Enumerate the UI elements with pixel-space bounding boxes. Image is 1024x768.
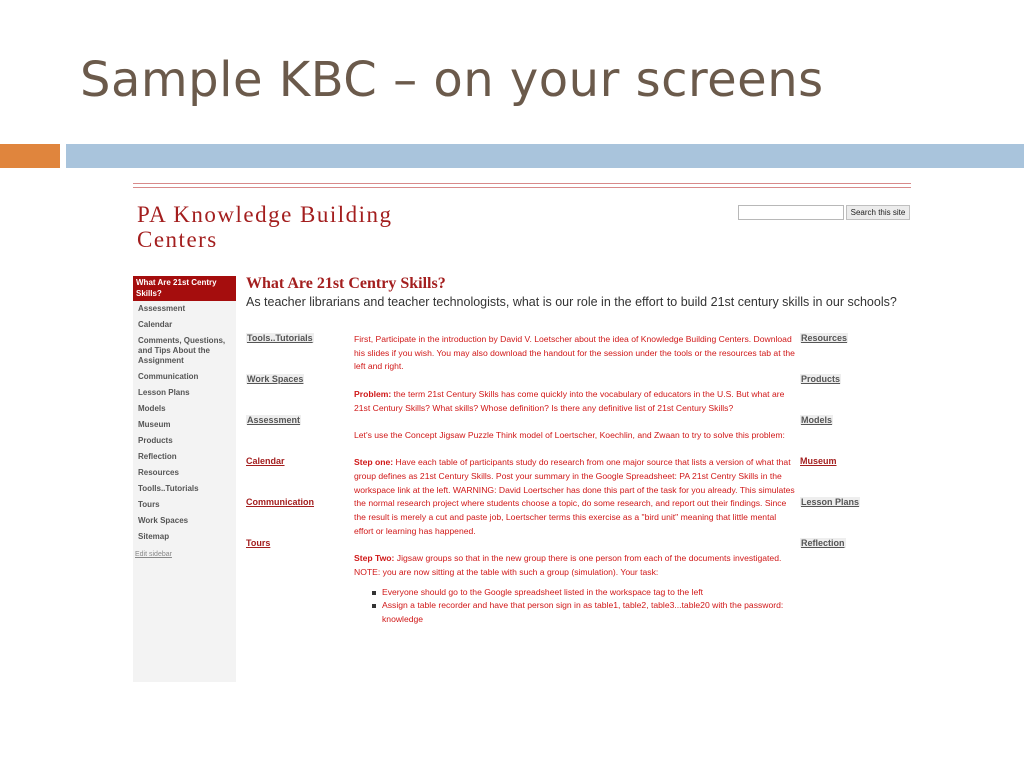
list-item-text: Assign a table recorder and have that person sign in as table1, table2, table3...table20 with the password: knowledge (382, 600, 784, 624)
sidebar-item-assessment[interactable]: Assessment (138, 304, 186, 313)
bullet-icon (372, 604, 376, 608)
step-two-label: Step Two: (354, 553, 395, 564)
link-reflection[interactable]: Reflection (801, 538, 845, 548)
sidebar-item-communication[interactable]: Communication (138, 372, 199, 381)
edit-sidebar-link[interactable]: Edit sidebar (135, 551, 172, 558)
problem-paragraph (354, 388, 796, 415)
step-one-paragraph (354, 456, 796, 538)
sidebar-item-models[interactable]: Models (138, 404, 166, 413)
problem-text: the term 21st Century Skills has come quickly into the vocabulary of educators in the U.S. But what are 21st Century Skills? What skills? Whose definition? Is there any definitive list of 21st Century Skills? (354, 388, 785, 413)
link-calendar[interactable]: Calendar (246, 456, 285, 466)
instructions-text (354, 333, 796, 627)
main-content (246, 274, 911, 309)
link-museum[interactable]: Museum (800, 456, 837, 466)
sidebar-item-products[interactable]: Products (138, 436, 173, 445)
sidebar-item-sitemap[interactable]: Sitemap (138, 532, 170, 541)
header-rule (133, 183, 911, 184)
blue-accent-bar (66, 144, 1024, 168)
link-tools-tutorials[interactable]: Tools..Tutorials (247, 333, 313, 343)
task-list (354, 586, 796, 627)
search-button[interactable]: Search this site (846, 205, 910, 220)
list-item (372, 599, 796, 626)
sidebar-item-active[interactable]: What Are 21st Centry Skills? (133, 276, 236, 301)
orange-accent-bar (0, 144, 60, 168)
link-communication[interactable]: Communication (246, 497, 315, 507)
sidebar-item-comments[interactable]: Comments, Questions, and Tips About the Assignment (138, 336, 226, 365)
search-input[interactable] (738, 205, 844, 220)
website-screenshot (133, 183, 911, 693)
link-tours[interactable]: Tours (246, 538, 271, 548)
bullet-icon (372, 591, 376, 595)
link-products[interactable]: Products (801, 374, 841, 384)
sidebar (133, 276, 236, 682)
link-models[interactable]: Models (801, 415, 833, 425)
sidebar-item-tutorials[interactable]: Toolls..Tutorials (138, 484, 199, 493)
sidebar-item-museum[interactable]: Museum (138, 420, 171, 429)
link-lesson-plans[interactable]: Lesson Plans (801, 497, 860, 507)
link-work-spaces[interactable]: Work Spaces (247, 374, 304, 384)
slide-title: Sample KBC – on your screens (80, 52, 824, 108)
list-item (372, 586, 796, 600)
step-one-label: Step one: (354, 457, 394, 468)
page-subtitle: As teacher librarians and teacher technologists, what is our role in the effort to build 21st century skills in our schools? (246, 295, 897, 309)
list-item-text: Everyone should go to the Google spreadsheet listed in the workspace tag to the left (382, 586, 704, 597)
sidebar-item-reflection[interactable]: Reflection (138, 452, 177, 461)
sidebar-item-tours[interactable]: Tours (138, 500, 160, 509)
sidebar-item-resources[interactable]: Resources (138, 468, 179, 477)
step-two-paragraph (354, 552, 796, 579)
model-paragraph: Let's use the Concept Jigsaw Puzzle Think model of Loertscher, Koechlin, and Zwaan to try to solve this problem: (354, 429, 785, 440)
header-rule (133, 187, 911, 188)
step-two-text: Jigsaw groups so that in the new group there is one person from each of the documents investigated. NOTE: you are now sitting at the table with such a group (simulation). Your task: (354, 553, 782, 577)
page-title: What Are 21st Centry Skills? (246, 275, 446, 292)
step-one-text: Have each table of participants study do research from one major source that lists a version of what that group defines as 21st Century Skills. Post your summary in the Google Spreadsheet: PA 21st Centry Skills in the workspace link at the left. WARNING: David Loertscher has done this part of the task for you already. This simulates the normal research project where students choose a topic, do some research, and report out their findings. Since the result is merely a cut and paste job, Loertscher terms this exercise as a "bird unit" meaning that little mental effort or learning has happened. (354, 457, 795, 536)
sidebar-item-lesson-plans[interactable]: Lesson Plans (138, 388, 190, 397)
site-title[interactable]: PA Knowledge Building Centers (137, 202, 393, 252)
intro-paragraph: First, Participate in the introduction by David V. Loetscher about the idea of Knowledge Building Centers. Download his slides if you wish. You may also download the handout for the session under the tools or the resources tab at the left and right. (354, 334, 795, 372)
sidebar-item-calendar[interactable]: Calendar (138, 320, 173, 329)
sidebar-item-work-spaces[interactable]: Work Spaces (138, 516, 189, 525)
problem-label: Problem: (354, 388, 392, 399)
link-resources[interactable]: Resources (801, 333, 848, 343)
link-assessment[interactable]: Assessment (247, 415, 301, 425)
